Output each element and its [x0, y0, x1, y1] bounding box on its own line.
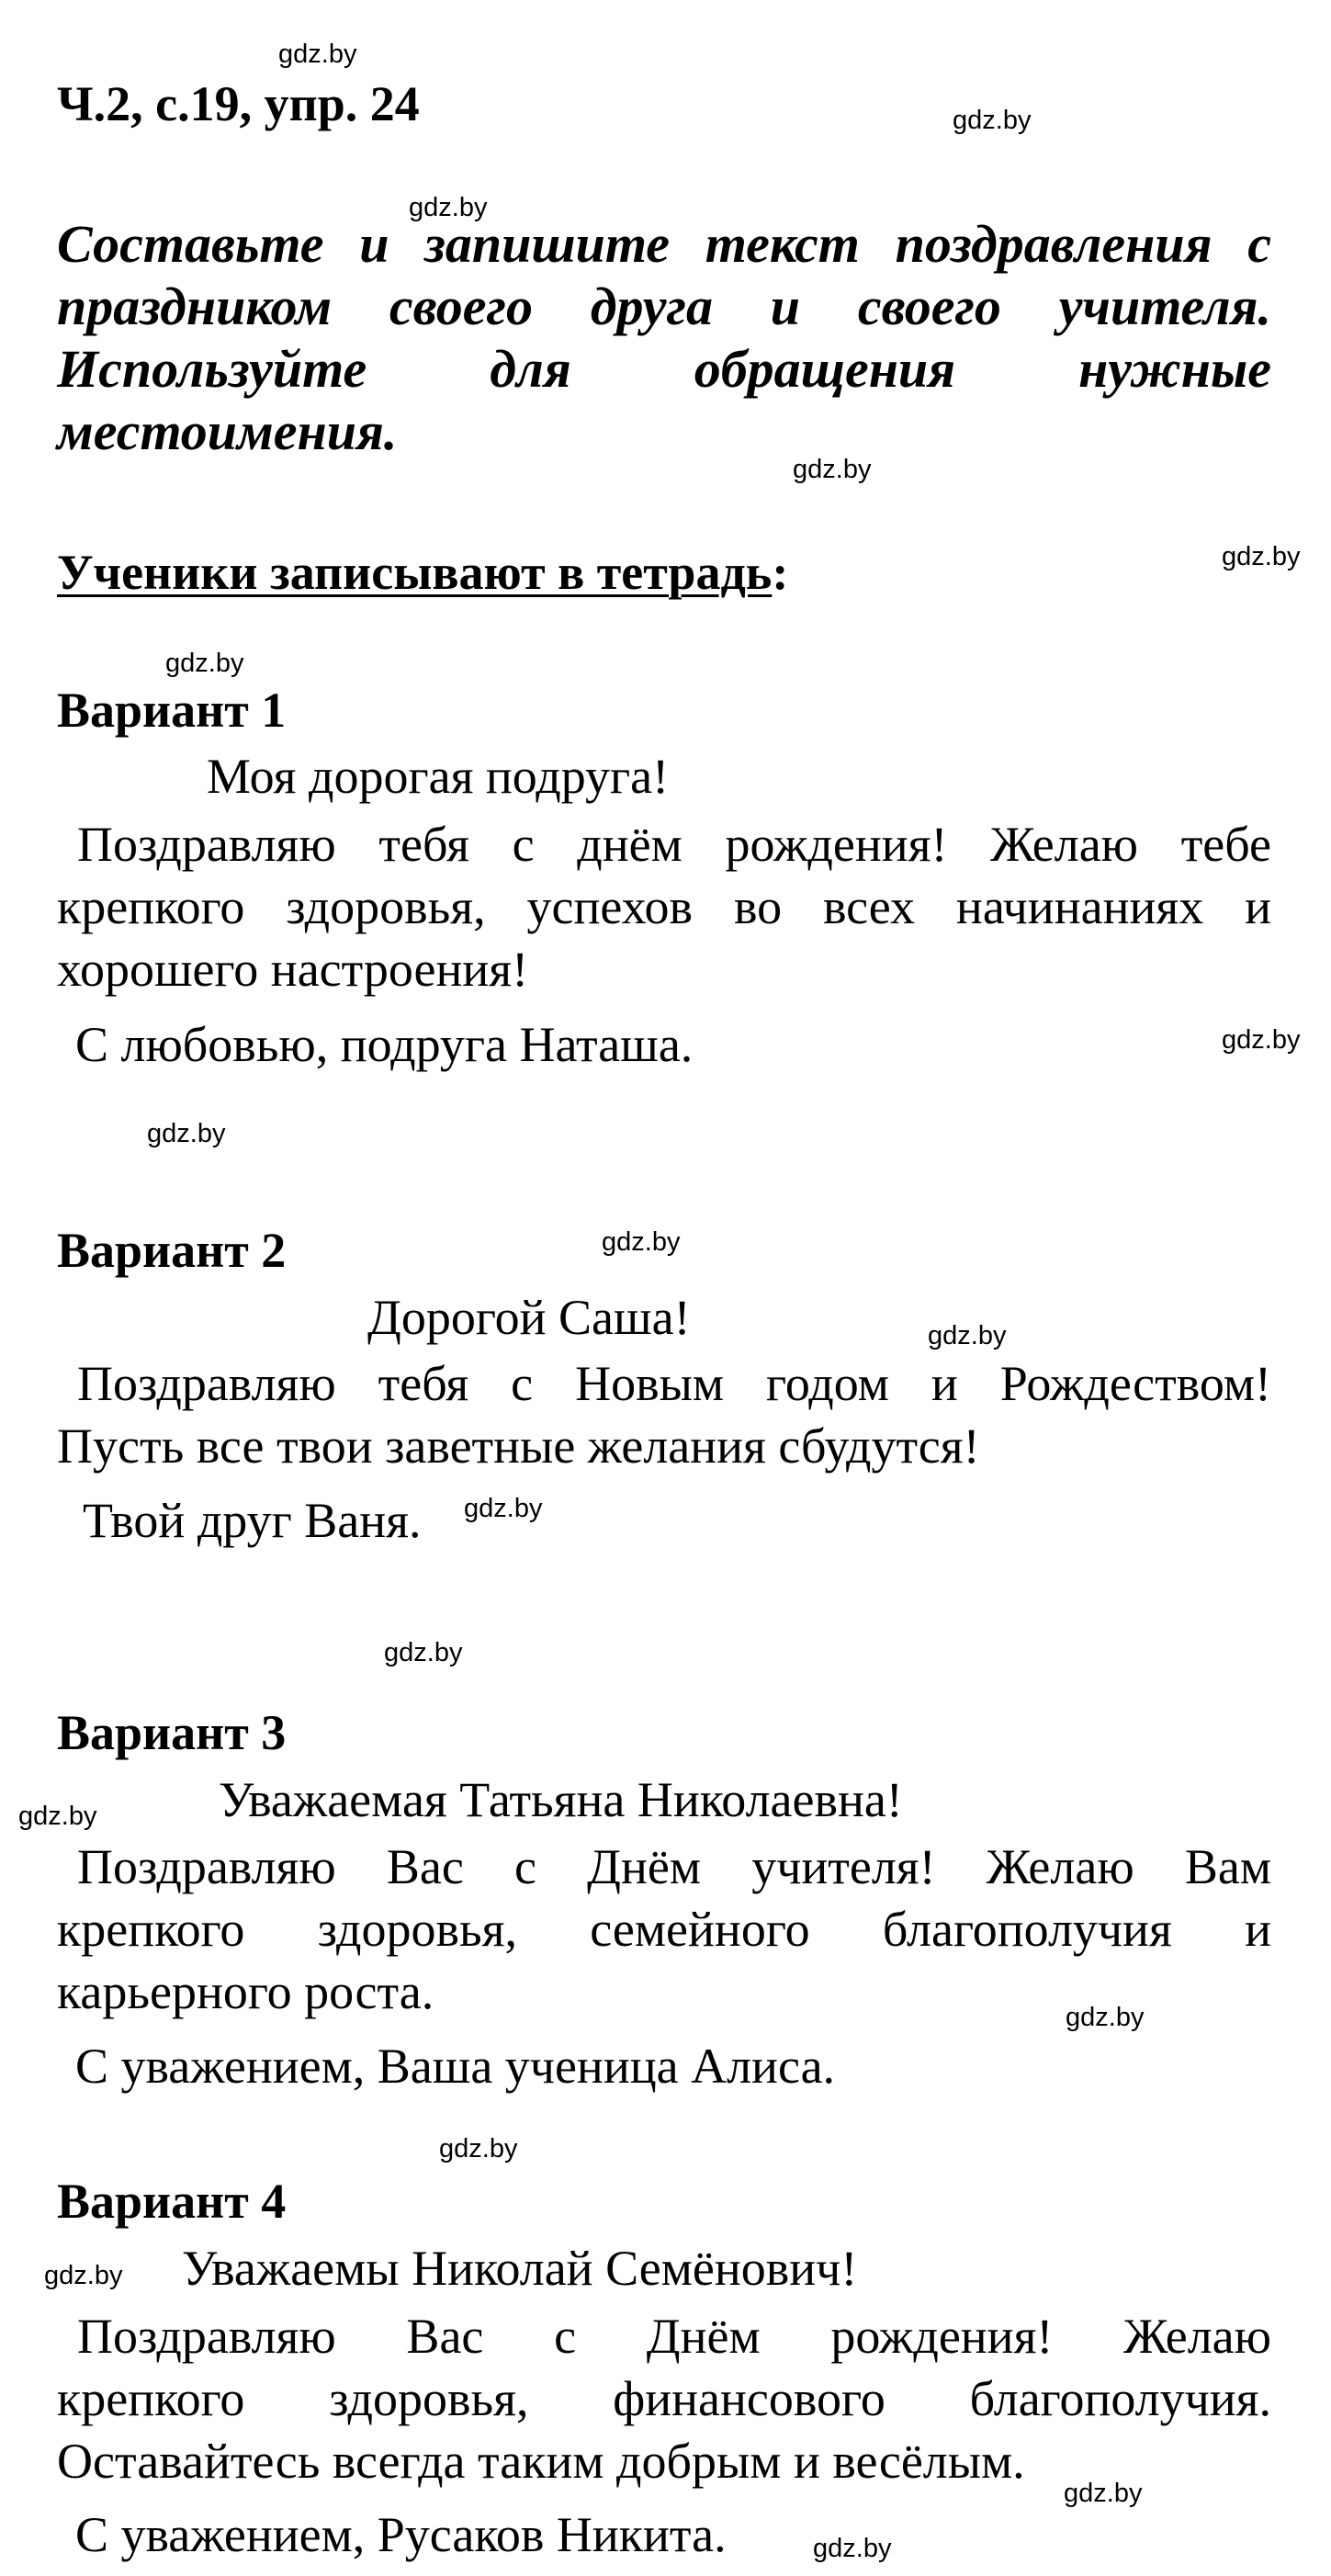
body-line: крепкого здоровья, семейного благополучия и: [57, 1902, 1271, 1957]
body-line: хорошего настроения!: [57, 942, 529, 997]
variant-4-signature: С уважением, Русаков Никита.: [75, 2507, 727, 2562]
body-line: Поздравляю Вас с Днём рождения! Желаю: [77, 2309, 1271, 2364]
body-line: крепкого здоровья, успехов во всех начинаниях и: [57, 879, 1271, 934]
task-line: Используйте для обращения нужные: [57, 339, 1271, 399]
page-title: Ч.2, с.19, упр. 24: [57, 76, 420, 131]
variant-3-title: Вариант 3: [57, 1705, 287, 1760]
variant-1-greeting: Моя дорогая подруга!: [207, 749, 670, 804]
variant-4-title: Вариант 4: [57, 2174, 287, 2229]
watermark: gdz.by: [439, 2134, 518, 2164]
body-line: Поздравляю тебя с днём рождения! Желаю тебе: [77, 817, 1271, 872]
body-line: Поздравляю тебя с Новым годом и Рождеством!: [77, 1356, 1271, 1411]
task-line: праздником своего друга и своего учителя.: [57, 277, 1271, 336]
watermark: gdz.by: [147, 1119, 226, 1148]
watermark: gdz.by: [44, 2261, 123, 2290]
watermark: gdz.by: [813, 2534, 892, 2563]
section-heading-colon: :: [772, 545, 789, 600]
body-line: Поздравляю Вас с Днём учителя! Желаю Вам: [77, 1839, 1271, 1894]
watermark: gdz.by: [165, 649, 244, 678]
section-heading-text: Ученики записывают в тетрадь: [57, 545, 773, 600]
watermark: gdz.by: [928, 1321, 1007, 1350]
task-line: местоимения.: [57, 401, 398, 461]
watermark: gdz.by: [18, 1802, 97, 1831]
variant-1-signature: С любовью, подруга Наташа.: [75, 1017, 694, 1072]
watermark: gdz.by: [1064, 2479, 1143, 2508]
body-line: карьерного роста.: [57, 1964, 434, 2019]
body-line: Пусть все твои заветные желания сбудутся!: [57, 1418, 980, 1474]
watermark: gdz.by: [1222, 1025, 1301, 1055]
variant-2-body: [57, 1352, 1271, 1477]
variant-1-body: [57, 813, 1271, 1000]
variant-2-greeting: Дорогой Саша!: [367, 1290, 691, 1345]
variant-2-signature: Твой друг Ваня.: [83, 1493, 422, 1548]
task-line: Составьте и запишите текст поздравления с: [57, 214, 1271, 274]
watermark: gdz.by: [1222, 542, 1301, 571]
watermark: gdz.by: [278, 40, 357, 69]
watermark: gdz.by: [409, 193, 488, 222]
variant-4-body: [57, 2305, 1271, 2492]
section-heading: [57, 545, 789, 600]
variant-3-signature: С уважением, Ваша ученица Алиса.: [75, 2039, 836, 2094]
variant-4-greeting: Уважаемы Николай Семёнович!: [182, 2241, 858, 2296]
variant-3-body: [57, 1836, 1271, 2023]
body-line: Оставайтесь всегда таким добрым и весёлым.: [57, 2434, 1025, 2489]
watermark: gdz.by: [793, 455, 872, 484]
watermark: gdz.by: [602, 1227, 681, 1257]
body-line: крепкого здоровья, финансового благополучия.: [57, 2371, 1271, 2426]
watermark: gdz.by: [1066, 2003, 1145, 2032]
variant-3-greeting: Уважаемая Татьяна Николаевна!: [219, 1772, 903, 1827]
task-statement: [57, 213, 1271, 463]
variant-1-title: Вариант 1: [57, 683, 287, 738]
variant-2-title: Вариант 2: [57, 1223, 287, 1278]
watermark: gdz.by: [953, 106, 1032, 135]
watermark: gdz.by: [384, 1638, 463, 1667]
watermark: gdz.by: [464, 1494, 543, 1523]
